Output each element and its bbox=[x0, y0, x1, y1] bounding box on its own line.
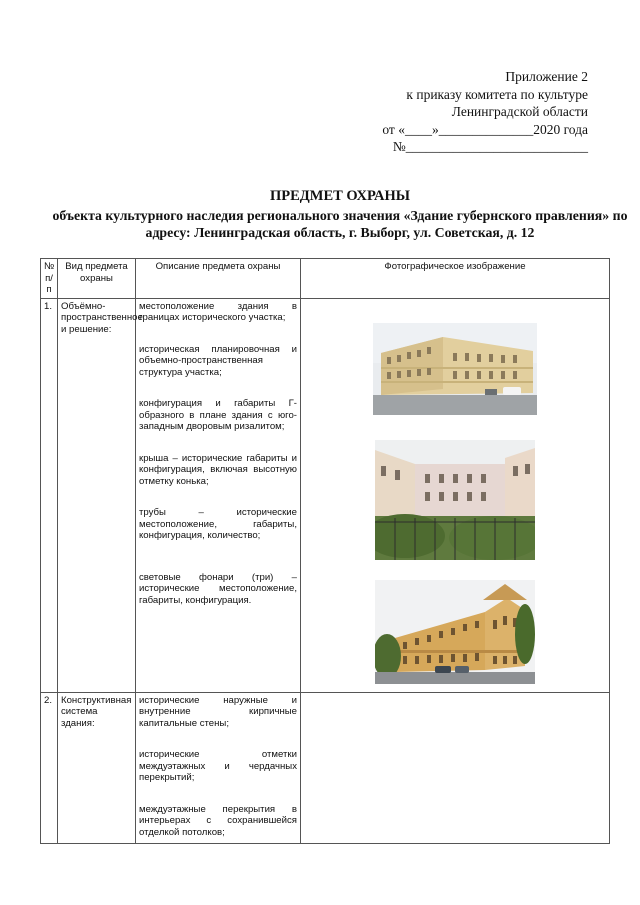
row-description bbox=[136, 692, 301, 843]
header-photo: Фотографическое изображение bbox=[301, 259, 610, 299]
document-subtitle: объекта культурного наследия регионального значения «Здание губернского правления» по адресу: Ленинградская область, г. Выборг, ул. Советская, д. 12 bbox=[52, 208, 628, 240]
description-item: конфигурация и габариты Г-образного в плане здания с юго-западным дворовым ризалитом; bbox=[139, 398, 297, 432]
description-item: трубы – исторические местоположение, габариты, конфигурация, количество; bbox=[139, 507, 297, 541]
building-photo-street-view bbox=[373, 323, 537, 415]
row-num: 2. bbox=[41, 692, 58, 843]
header-num: № п/п bbox=[41, 259, 58, 299]
description-item: историческая планировочная и объемно-пространственная структура участка; bbox=[139, 343, 297, 378]
building-photo-courtyard bbox=[375, 440, 535, 560]
appendix-line: к приказу комитета по культуре bbox=[406, 86, 588, 102]
table-row bbox=[41, 692, 610, 843]
row-photos bbox=[301, 692, 610, 843]
appendix-number-line: №___________________________ bbox=[392, 139, 588, 154]
header-desc: Описание предмета охраны bbox=[136, 259, 301, 299]
row-type: Конструктивная система здания: bbox=[58, 692, 136, 843]
row-type: Объёмно-пространственное и решение: bbox=[58, 298, 136, 692]
table-row bbox=[41, 298, 610, 692]
appendix-line: Приложение 2 bbox=[505, 69, 588, 84]
row-photos bbox=[301, 298, 610, 692]
description-item: местоположение здания в границах исторического участка; bbox=[139, 300, 297, 323]
row-num: 1. bbox=[41, 298, 58, 692]
appendix-date-line: от «____»______________2020 года bbox=[382, 121, 588, 137]
description-item: исторические наружные и внутренние кирпичные капитальные стены; bbox=[139, 694, 297, 729]
building-photo-corner-view bbox=[375, 580, 535, 684]
header-type: Вид предмета охраны bbox=[58, 259, 136, 299]
row-description bbox=[136, 298, 301, 692]
protection-subject-table bbox=[40, 258, 610, 844]
appendix-header bbox=[328, 68, 588, 156]
appendix-line: Ленинградской области bbox=[451, 104, 588, 119]
description-item: световые фонари (три) – исторические местоположение, габариты, конфигурация. bbox=[139, 571, 297, 606]
document-title: ПРЕДМЕТ ОХРАНЫ bbox=[269, 188, 411, 204]
description-item: междуэтажные перекрытия в интерьерах с сохранившейся отделкой потолков; bbox=[139, 803, 297, 838]
description-item: крыша – исторические габариты и конфигурация, включая высотную отметку конька; bbox=[139, 452, 297, 487]
table-header-row bbox=[41, 259, 610, 299]
description-item: исторические отметки междуэтажных и чердачных перекрытий; bbox=[139, 749, 297, 783]
